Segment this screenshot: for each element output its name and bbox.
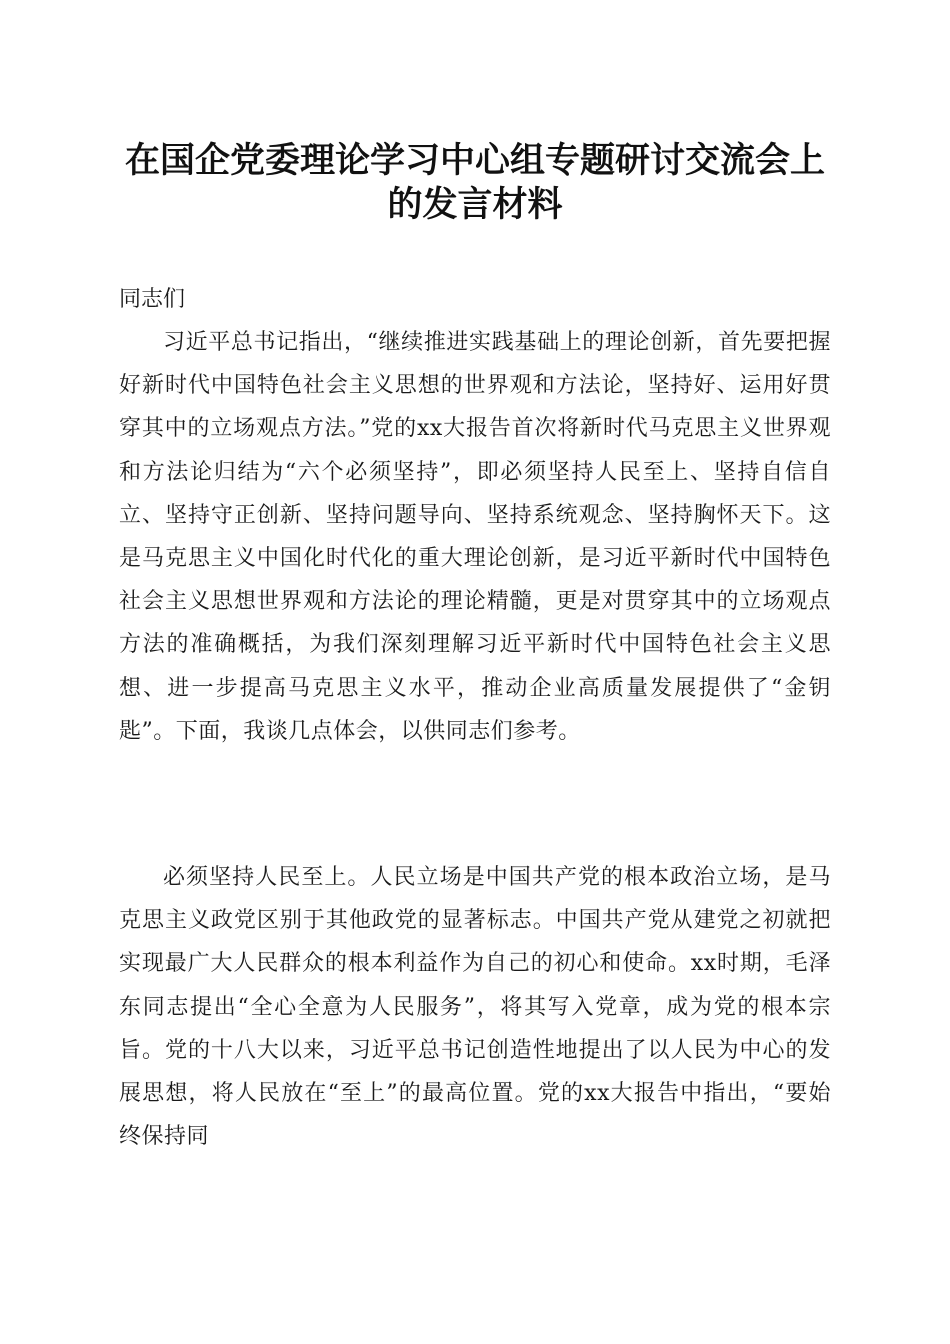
greeting: 同志们 bbox=[119, 287, 186, 312]
paragraph-text: 习近平总书记指出，“继续推进实践基础上的理论创新，首先要把握好新时代中国特色社会主义思想的世界观和方法论，坚持好、运用好贯穿其中的立场观点方法。”党的xx大报告首次将新时代马克思主义世界观和方法论归结为“六个必须坚持”，即必须坚持人民至上、坚持自信自立、坚持守正创新、坚持问题导向、坚持系统观念、坚持胸怀天下。这是马克思主义中国化时代化的重大理论创新，是习近平新时代中国特色社会主义思想世界观和方法论的理论精髓，更是对贯穿其中的立场观点方法的准确概括，为我们深刻理解习近平新时代中国特色社会主义思想、进一步提高马克思主义水平，推动企业高质量发展提供了“金钥匙”。下面，我谈几点体会，以供同志们参考。 bbox=[119, 330, 831, 744]
paragraph-text: 必须坚持人民至上。人民立场是中国共产党的根本政治立场，是马克思主义政党区别于其他政党的显著标志。中国共产党从建党之初就把实现最广大人民群众的根本利益作为自己的初心和使命。xx时期，毛泽东同志提出“全心全意为人民服务”，将其写入党章，成为党的根本宗旨。党的十八大以来，习近平总书记创造性地提出了以人民为中心的发展思想，将人民放在“至上”的最高位置。党的xx大报告中指出，“要始终保持同 bbox=[119, 865, 831, 1150]
body-paragraph-1 bbox=[119, 321, 831, 753]
document-title-line-1: 在国企党委理论学习中心组专题研讨交流会上 bbox=[124, 141, 825, 181]
body-paragraph-2 bbox=[119, 856, 831, 1158]
document-title-line-2: 的发言材料 bbox=[387, 185, 563, 225]
